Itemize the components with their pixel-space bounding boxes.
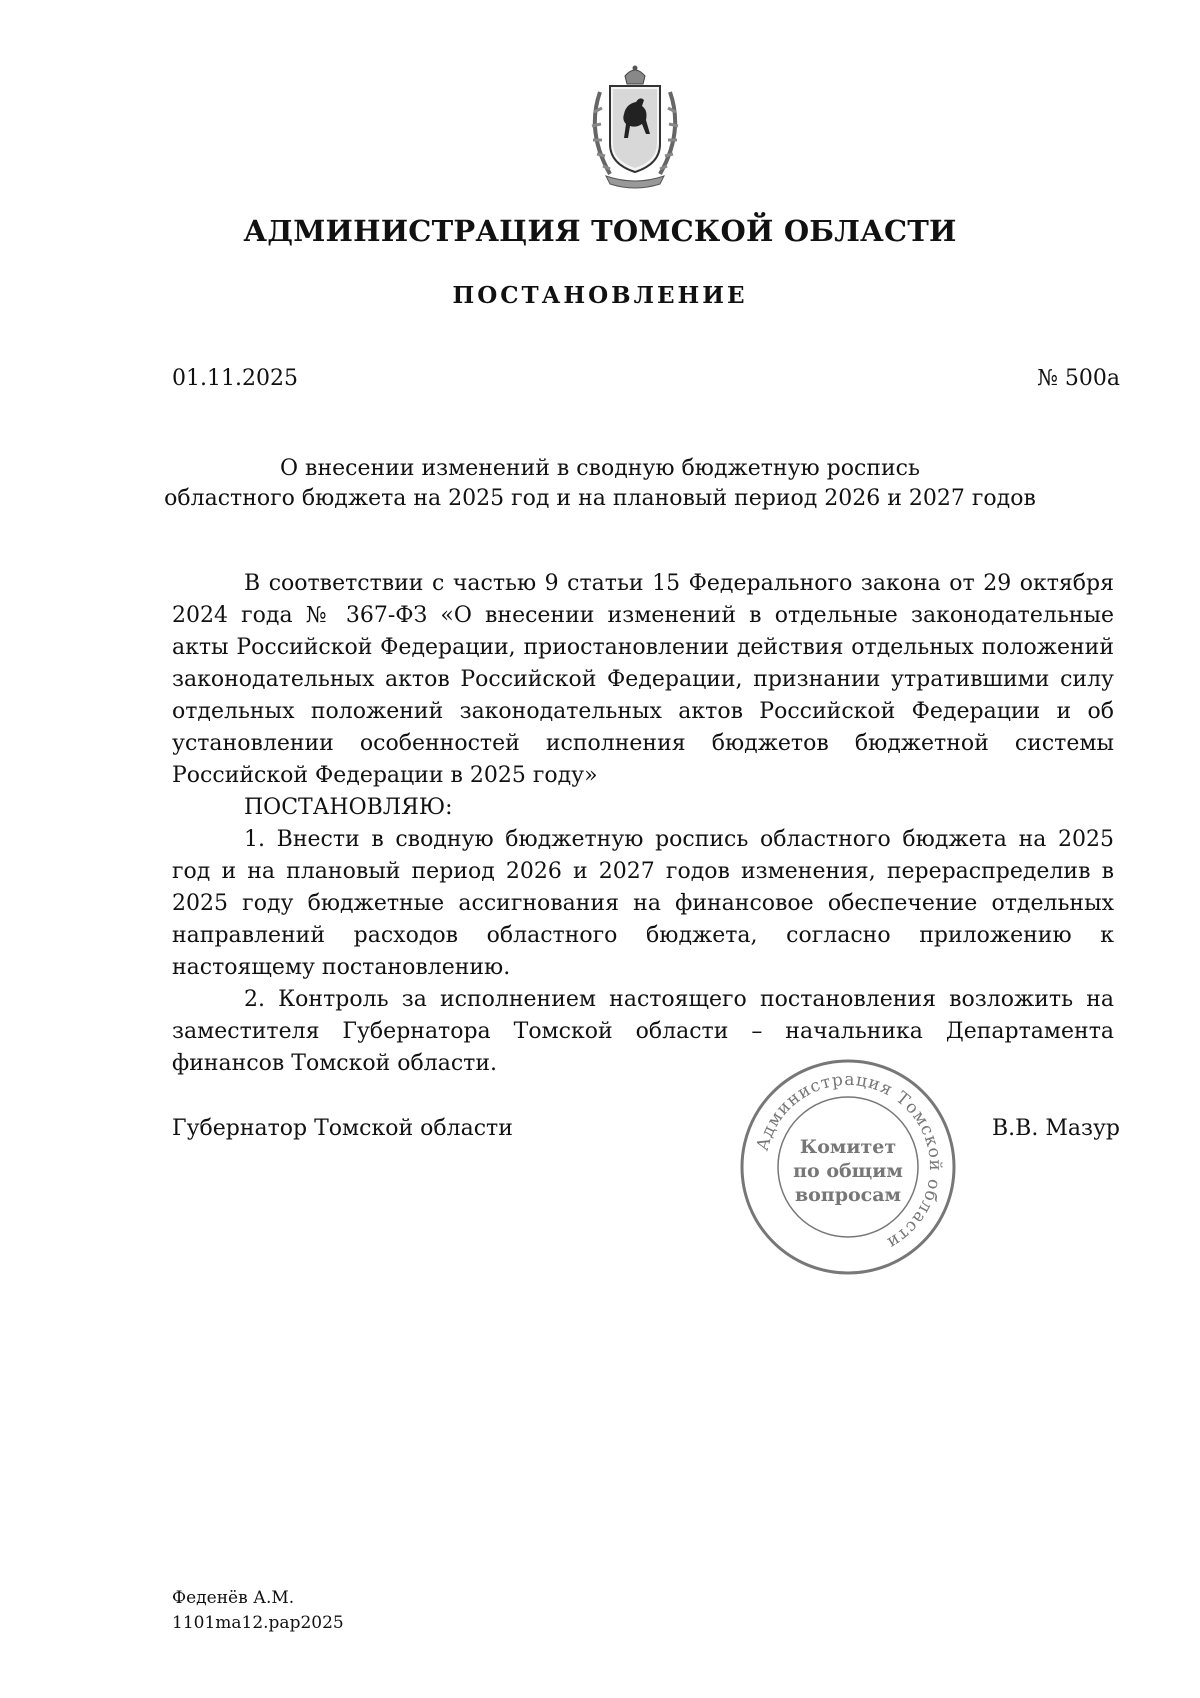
decree-item-1: 1. Внести в сводную бюджетную роспись областного бюджета на 2025 год и на плановый период 2026 и 2027 годов изменения, перераспределив в 2025 году бюджетные ассигнования на финансовое обеспечение отдельных направлений расходов областного бюджета, согласно приложению к настоящему постановлению. xyxy=(172,827,1114,980)
stamp-center-line-2: по общим xyxy=(793,1160,903,1182)
preamble-paragraph: В соответствии с частью 9 статьи 15 Федерального закона от 29 октября 2024 года № 367-ФЗ «О внесении изменений в отдельные законодательные акты Российской Федерации, приостановлении действия отдельных положений законодательных актов Российской Федерации, признании утратившими силу отдельных положений законодательных актов Российской Федерации и об установлении особенностей исполнения бюджетов бюджетной системы Российской Федерации в 2025 году» xyxy=(172,571,1114,788)
official-stamp xyxy=(738,1057,958,1277)
decree-heading: ПОСТАНОВЛЯЮ: xyxy=(244,795,453,820)
tomsk-coat-of-arms-icon xyxy=(580,62,690,192)
decree-item-2: 2. Контроль за исполнением настоящего постановления возложить на заместителя Губернатора Томской области – начальника Департамента финансов Томской области. xyxy=(172,987,1114,1076)
stamp-center-line-1: Комитет xyxy=(799,1136,897,1158)
stamp-ring-text: Администрация Томской области xyxy=(752,1069,946,1254)
document-date: 01.11.2025 xyxy=(172,366,298,391)
footer-info xyxy=(172,1586,344,1636)
document-number: № 500а xyxy=(1037,366,1120,391)
subject-line-2: областного бюджета на 2025 год и на плановый период 2026 и 2027 годов xyxy=(164,486,1036,511)
signatory-name: В.В. Мазур xyxy=(992,1116,1120,1141)
stamp-center-line-3: вопросам xyxy=(794,1184,902,1206)
organization-title: АДМИНИСТРАЦИЯ ТОМСКОЙ ОБЛАСТИ xyxy=(243,214,957,248)
subject-line-1: О внесении изменений в сводную бюджетную роспись xyxy=(280,456,920,481)
document-subject xyxy=(0,454,1200,514)
footer-file: 1101ma12.pap2025 xyxy=(172,1613,344,1633)
signatory-position: Губернатор Томской области xyxy=(172,1116,513,1141)
document-type: ПОСТАНОВЛЕНИЕ xyxy=(452,282,748,309)
footer-author: Феденёв А.М. xyxy=(172,1588,295,1608)
document-body xyxy=(172,568,1114,1080)
